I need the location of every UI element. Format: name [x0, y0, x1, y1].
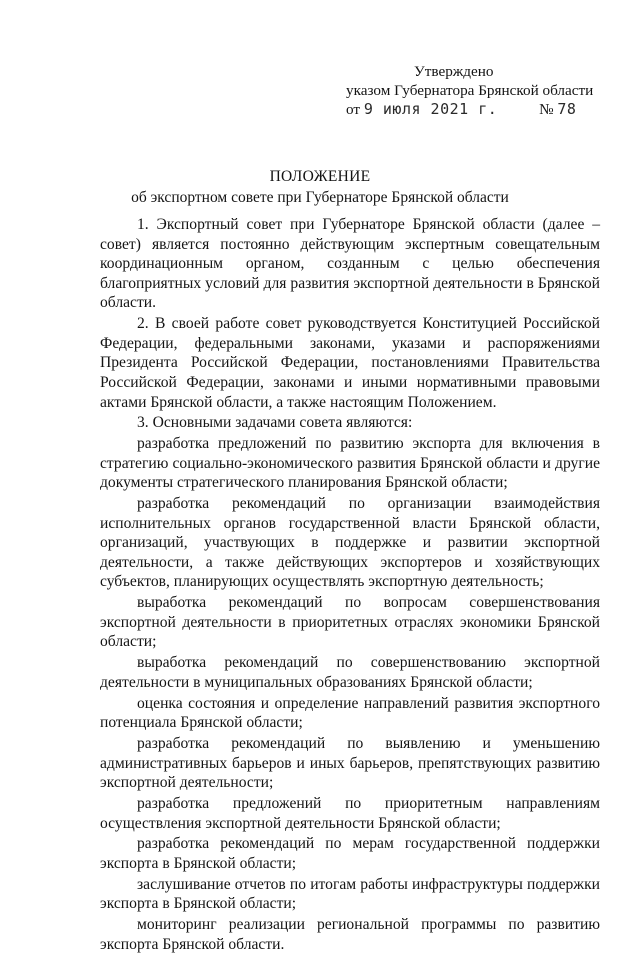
approval-line-date	[346, 100, 616, 119]
task-item: оценка состояния и определение направлений развития экспортного потенциала Брянской области;	[100, 694, 600, 732]
approval-line-decree: указом Губернатора Брянской области	[346, 82, 594, 99]
task-item: заслушивание отчетов по итогам работы инфраструктуры поддержки экспорта в Брянской области;	[100, 875, 600, 913]
document-subtitle: об экспортном совете при Губернаторе Брянской области	[131, 189, 509, 206]
approval-number-sign: №	[539, 101, 554, 118]
task-item: разработка рекомендаций по выявлению и уменьшению административных барьеров и иных барьеров, препятствующих развитию экспортной деятельности;	[100, 734, 600, 792]
task-item: выработка рекомендаций по совершенствованию экспортной деятельности в муниципальных образованиях Брянской области;	[100, 654, 600, 691]
task-item: выработка рекомендаций по вопросам совершенствования экспортной деятельности в приоритетных отраслях экономики Брянской области;	[100, 594, 600, 651]
document-title: ПОЛОЖЕНИЕ	[269, 168, 371, 185]
document-heading	[0, 167, 640, 207]
paragraph-1: 1. Экспортный совет при Губернаторе Брянской области (далее – совет) является постоянно действующим экспертным совещательным координационным органом, созданным с целью обеспечения благоприятных условий для развития экспортной деятельности в Брянской области.	[100, 216, 600, 312]
approval-number: 78	[557, 100, 577, 118]
approval-line-approved: Утверждено	[414, 63, 494, 80]
paragraph-2: 2. В своей работе совет руководствуется Конституцией Российской Федерации, федеральными законами, указами и распоряжениями Президента Российской Федерации, постановлениями Правительства Российской Федерации, законами и иными нормативными правовыми актами Брянской области, а также настоящим Положением.	[100, 315, 600, 411]
task-item: разработка предложений по развитию экспорта для включения в стратегию социально-экономического развития Брянской области и другие документы стратегического планирования Брянской области;	[100, 435, 600, 492]
task-item: разработка предложений по приоритетным направлениям осуществления экспортной деятельности Брянской области;	[100, 794, 600, 832]
approval-date-prefix: от	[346, 101, 361, 118]
approval-stamp	[346, 62, 616, 119]
approval-date: 9 июля 2021 г.	[363, 100, 498, 118]
paragraph-3: 3. Основными задачами совета являются:	[137, 414, 413, 432]
task-item: разработка рекомендаций по организации взаимодействия исполнительных органов государственной власти Брянской области, организаций, участвующих в поддержке и развитии экспортной деятельности, а также действующих экспортеров и хозяйствующих субъектов, планирующих осуществлять экспортную деятельность;	[100, 495, 600, 591]
task-item: мониторинг реализации региональной программы по развитию экспорта Брянской области.	[100, 916, 600, 953]
task-item: разработка рекомендаций по мерам государственной поддержки экспорта в Брянской области;	[100, 835, 600, 872]
document-body	[100, 215, 600, 955]
